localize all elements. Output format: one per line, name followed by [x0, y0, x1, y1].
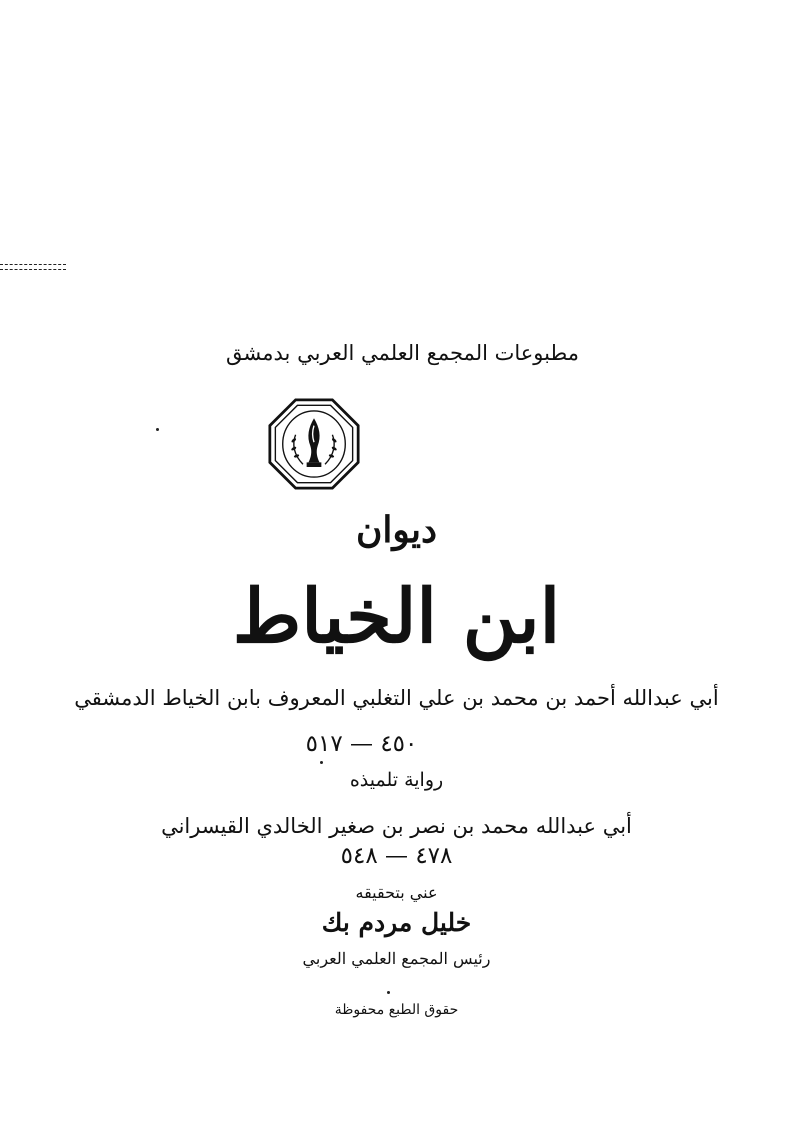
- scan-speck: [156, 428, 159, 431]
- transmitter-name: أبي عبدالله محمد بن نصر بن صغير الخالدي القيسراني: [161, 814, 632, 838]
- scan-speck: [320, 761, 323, 764]
- poet-full-name: أبي عبدالله أحمد بن محمد بن علي التغلبي المعروف بابن الخياط الدمشقي: [74, 686, 719, 710]
- book-heading: ديوان: [355, 509, 438, 551]
- editor-intro: عني بتحقيقه: [355, 883, 438, 902]
- scan-edge-mark: [0, 264, 66, 270]
- academy-emblem-icon: [268, 398, 360, 490]
- editor-name: خليل مردم بك: [321, 908, 472, 937]
- transmission-label: رواية تلميذه: [349, 769, 444, 791]
- poet-dates: ٤٥٠ — ٥١٧: [305, 731, 418, 757]
- scan-speck: [387, 991, 390, 994]
- rights-notice: حقوق الطبع محفوظة: [334, 1002, 459, 1018]
- editor-title: رئيس المجمع العلمي العربي: [302, 949, 491, 968]
- transmitter-dates: ٤٧٨ — ٥٤٨: [340, 843, 453, 869]
- poet-name-title: ابن الخياط: [232, 574, 561, 660]
- publisher-series: مطبوعات المجمع العلمي العربي بدمشق: [226, 341, 579, 365]
